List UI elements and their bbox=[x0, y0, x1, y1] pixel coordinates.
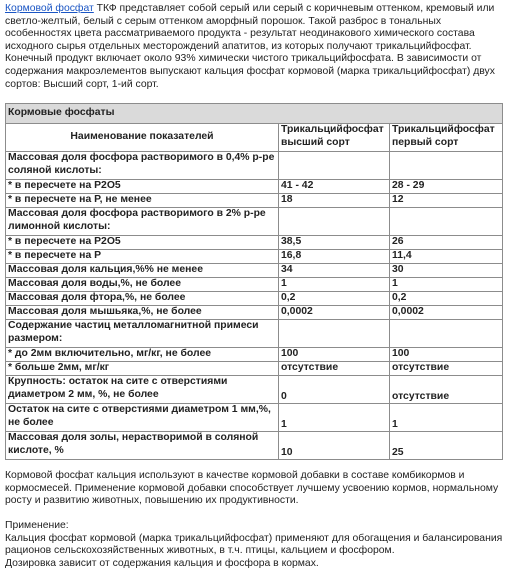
row-label: Массовая доля мышьяка,%, не более bbox=[6, 306, 279, 320]
row-value-premium: 41 - 42 bbox=[279, 180, 390, 194]
table-row bbox=[6, 180, 503, 194]
row-label: Массовая доля фосфора растворимого в 2% р-ре лимонной кислоты: bbox=[6, 208, 279, 236]
table-row bbox=[6, 306, 503, 320]
table-row bbox=[6, 432, 503, 460]
row-label: * в пересчете на Р2О5 bbox=[6, 236, 279, 250]
table-row bbox=[6, 404, 503, 432]
row-value-first: 1 bbox=[390, 404, 503, 432]
row-value-first: 26 bbox=[390, 236, 503, 250]
row-label: * до 2мм включительно, мг/кг, не более bbox=[6, 348, 279, 362]
header-name: Наименование показателей bbox=[6, 124, 279, 152]
application-paragraph: Кальция фосфат кормовой (марка трикальцийфосфат) применяют для обогащения и балансирования рационов сельскохозяйственных животных, в т.ч. птицы, кальцием и фосфором. bbox=[5, 532, 503, 557]
row-label: Массовая доля воды,%, не более bbox=[6, 278, 279, 292]
table-row bbox=[6, 320, 503, 348]
row-value-premium: 0,0002 bbox=[279, 306, 390, 320]
row-value-first: отсутствие bbox=[390, 376, 503, 404]
row-value-first: 30 bbox=[390, 264, 503, 278]
table-row bbox=[6, 152, 503, 180]
table-row bbox=[6, 376, 503, 404]
row-label: Массовая доля золы, нерастворимой в соляной кислоте, % bbox=[6, 432, 279, 460]
table-header-row bbox=[6, 124, 503, 152]
row-value-premium: 18 bbox=[279, 194, 390, 208]
dosage-paragraph: Дозировка зависит от содержания кальция и фосфора в кормах. bbox=[5, 557, 319, 569]
table-caption-row bbox=[6, 104, 503, 124]
row-value-first: 1 bbox=[390, 278, 503, 292]
row-value-premium: 38,5 bbox=[279, 236, 390, 250]
table-row bbox=[6, 292, 503, 306]
row-value-premium: 16,8 bbox=[279, 250, 390, 264]
row-label: * больше 2мм, мг/кг bbox=[6, 362, 279, 376]
row-label: Содержание частиц металломагнитной примеси размером: bbox=[6, 320, 279, 348]
row-label: * в пересчете на Р, не менее bbox=[6, 194, 279, 208]
row-value-first: 0,2 bbox=[390, 292, 503, 306]
row-value-premium: 0,2 bbox=[279, 292, 390, 306]
row-value-first bbox=[390, 152, 503, 180]
row-label: Крупность: остаток на сите с отверстиями диаметром 2 мм, %, не более bbox=[6, 376, 279, 404]
row-value-first: 12 bbox=[390, 194, 503, 208]
row-value-premium bbox=[279, 208, 390, 236]
table-row bbox=[6, 208, 503, 236]
header-grade-first: Трикальцийфосфат первый сорт bbox=[390, 124, 503, 152]
row-value-first bbox=[390, 208, 503, 236]
usage-paragraph: Кормовой фосфат кальция используют в качестве кормовой добавки в составе комбикормов и кормосмесей. Применение кормовой добавки способствует лучшему усвоению кормов, нормальному росту и развитию животных, повышению их продуктивности. bbox=[5, 470, 499, 507]
table-row bbox=[6, 236, 503, 250]
table-row bbox=[6, 278, 503, 292]
row-value-premium: 1 bbox=[279, 278, 390, 292]
row-label: Массовая доля кальция,%% не менее bbox=[6, 264, 279, 278]
intro-paragraph bbox=[5, 3, 503, 91]
table-row bbox=[6, 194, 503, 208]
row-value-premium: 10 bbox=[279, 432, 390, 460]
row-label: Остаток на сите с отверстиями диаметром 1 мм,%, не более bbox=[6, 404, 279, 432]
table-row bbox=[6, 362, 503, 376]
row-value-first: 28 - 29 bbox=[390, 180, 503, 194]
row-value-premium: 1 bbox=[279, 404, 390, 432]
intro-text: ТКФ представляет собой серый или серый с коричневым оттенком, кремовый или светло-желтый, белый с серым оттенком аморфный порошок. Такой разброс в тональных особенностях цвета рассматриваемого продукта - результат неодинакового химического состава исходного сырья отдельных месторождений апатитов, из которых получают трикальцийфосфат. Конечный продукт включает около 93% химически чистого трикальцийфосфата. В зависимости от содержания макроэлементов выпускают кальция фосфат кормовой (марка трикальцийфосфат) двух сортов: Высший сорт, 1-ий сорт. bbox=[5, 3, 495, 90]
row-label: * в пересчете на Р bbox=[6, 250, 279, 264]
row-value-first: 0,0002 bbox=[390, 306, 503, 320]
row-value-premium: 0 bbox=[279, 376, 390, 404]
row-value-first: отсутствие bbox=[390, 362, 503, 376]
row-value-premium bbox=[279, 320, 390, 348]
table-row bbox=[6, 264, 503, 278]
row-value-first bbox=[390, 320, 503, 348]
row-value-first: 100 bbox=[390, 348, 503, 362]
row-label: Массовая доля фтора,%, не более bbox=[6, 292, 279, 306]
row-value-premium: 34 bbox=[279, 264, 390, 278]
application-title: Применение: bbox=[5, 519, 69, 531]
row-label: * в пересчете на Р2О5 bbox=[6, 180, 279, 194]
row-value-premium: 100 bbox=[279, 348, 390, 362]
kormovoy-fosfat-link[interactable]: Кормовой фосфат bbox=[5, 3, 94, 14]
table-caption: Кормовые фосфаты bbox=[6, 104, 503, 124]
row-value-premium: отсутствие bbox=[279, 362, 390, 376]
row-label: Массовая доля фосфора растворимого в 0,4% р-ре соляной кислоты: bbox=[6, 152, 279, 180]
header-grade-premium: Трикальцийфосфат высший сорт bbox=[279, 124, 390, 152]
row-value-premium bbox=[279, 152, 390, 180]
table-row bbox=[6, 348, 503, 362]
table-row bbox=[6, 250, 503, 264]
spec-table bbox=[5, 103, 503, 460]
row-value-first: 25 bbox=[390, 432, 503, 460]
row-value-first: 11,4 bbox=[390, 250, 503, 264]
